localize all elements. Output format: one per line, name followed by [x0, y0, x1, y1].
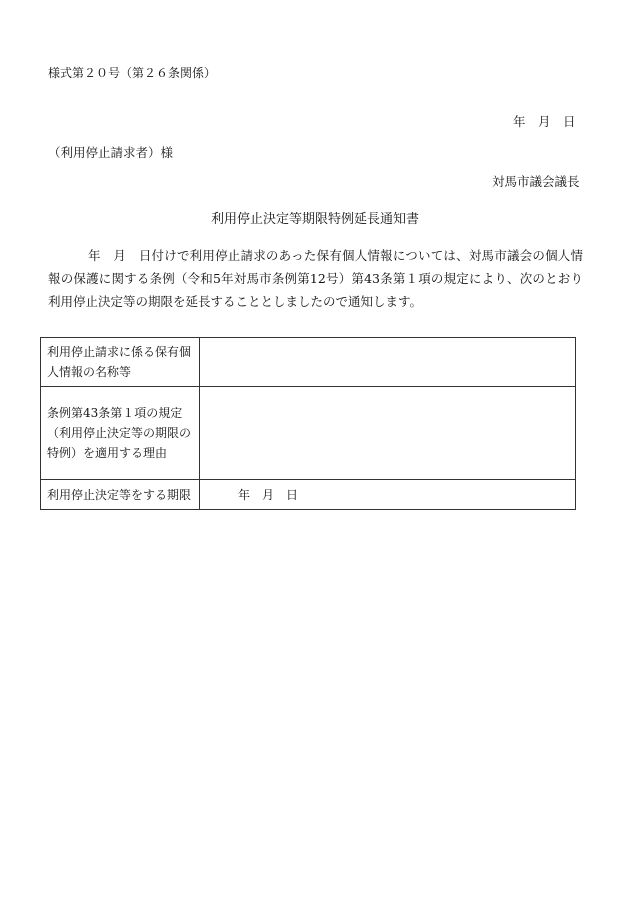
row-value-deadline: 年 月 日 — [200, 480, 576, 510]
issuer-name: 対馬市議会議長 — [492, 174, 580, 189]
notice-body: 年 月 日付けで利用停止請求のあった保有個人情報については、対馬市議会の個人情報の保護に関する条例（令和5年対馬市条例第12号）第43条第１項の規定により、次のとおり利用停止決定等の期限を延長することとしましたので通知します。 — [48, 248, 583, 309]
form-number: 様式第２０号（第２６条関係） — [48, 66, 217, 80]
recipient-name: （利用停止請求者）様 — [48, 145, 174, 160]
table-row — [41, 387, 576, 480]
document-title: 利用停止決定等期限特例延長通知書 — [210, 212, 419, 227]
row-label-reason: 条例第43条第１項の規定（利用停止決定等の期限の特例）を適用する理由 — [41, 387, 200, 480]
table-row — [41, 338, 576, 387]
details-table — [40, 337, 576, 510]
row-value-info-name — [200, 338, 576, 387]
row-label-deadline: 利用停止決定等をする期限 — [41, 480, 200, 510]
table-row — [41, 480, 576, 510]
issue-date: 年 月 日 — [513, 114, 576, 129]
row-value-reason — [200, 387, 576, 480]
row-label-info-name: 利用停止請求に係る保有個人情報の名称等 — [41, 338, 200, 387]
